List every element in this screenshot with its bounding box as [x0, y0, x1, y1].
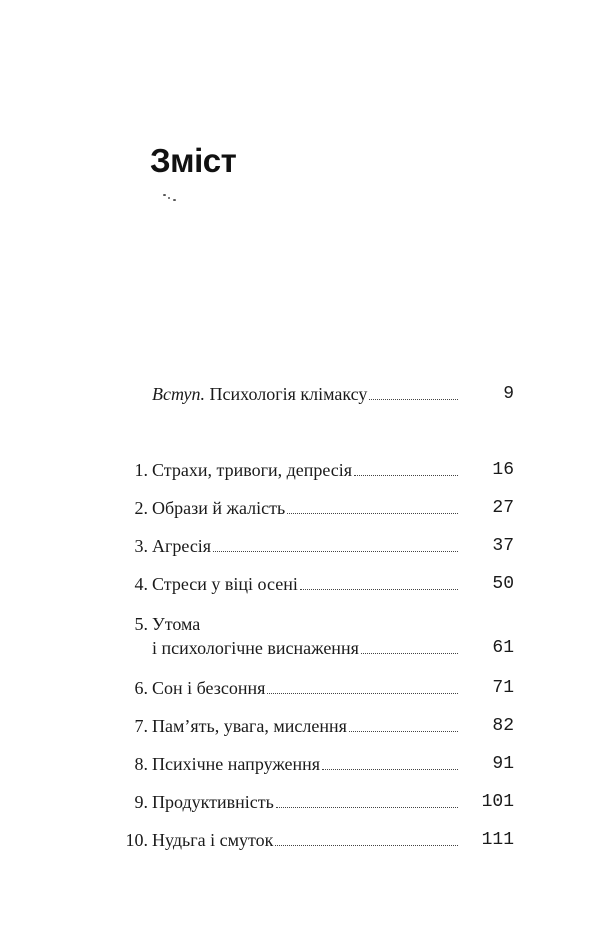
toc-entry-label: Стреси у віці осені — [152, 574, 298, 594]
toc-intro-title: Психологія клімаксу — [209, 384, 368, 404]
dot-leader — [354, 456, 458, 476]
toc-entry[interactable] — [0, 788, 600, 816]
toc-entry-label: Продуктивність — [152, 792, 274, 812]
toc-chapter-number: 4. — [134, 574, 148, 594]
toc-entry-label — [152, 380, 367, 408]
toc-chapter-number: 8. — [134, 754, 148, 774]
toc-chapter-number: 5. — [134, 614, 148, 634]
toc-chapter-number: 1. — [134, 460, 148, 480]
toc-entry-label: Агресія — [152, 536, 212, 556]
toc-entry-label: Нудьга і смуток — [152, 830, 274, 850]
toc-page-number: 91 — [492, 754, 514, 774]
toc-chapter-number: 7. — [134, 716, 148, 736]
toc-entry-label-line1: Утома — [152, 614, 201, 634]
toc-chapter-number: 3. — [134, 536, 148, 556]
toc-entry[interactable] — [0, 750, 600, 778]
toc-entry[interactable] — [0, 456, 600, 484]
toc-chapter-number: 10. — [125, 830, 148, 850]
toc-entry-label: Психічне напруження — [152, 754, 321, 774]
dot-leader — [349, 712, 458, 732]
toc-entry[interactable] — [0, 494, 600, 522]
dot-leader — [369, 380, 458, 400]
toc-chapter-number: 2. — [134, 498, 148, 518]
dot-leader — [287, 494, 458, 514]
toc-page-number: 27 — [492, 498, 514, 518]
toc-page-number: 61 — [492, 638, 514, 658]
toc-page-number: 50 — [492, 574, 514, 594]
toc-page-number: 16 — [492, 460, 514, 480]
toc-entry-label: Сон і безсоння — [152, 678, 266, 698]
toc-page-number: 101 — [481, 792, 514, 812]
toc-page-number: 37 — [492, 536, 514, 556]
toc-page-number: 9 — [503, 384, 514, 404]
dot-leader — [361, 634, 458, 654]
toc-page-number: 82 — [492, 716, 514, 736]
dot-leader — [213, 532, 458, 552]
dot-leader — [276, 788, 458, 808]
toc-page-number: 111 — [481, 830, 514, 850]
toc-intro-italic: Вступ. — [152, 384, 206, 404]
dot-leader — [300, 570, 458, 590]
dot-leader — [267, 674, 458, 694]
toc-page-number: 71 — [492, 678, 514, 698]
toc-entry-label: Образи й жалість — [152, 498, 286, 518]
toc-entry-intro[interactable] — [0, 380, 600, 408]
toc-entry-label: і психологічне виснаження — [152, 638, 359, 658]
toc-entry[interactable] — [0, 674, 600, 702]
toc-entry[interactable] — [0, 712, 600, 740]
dot-leader — [322, 750, 458, 770]
toc-chapter-number: 6. — [134, 678, 148, 698]
toc-entry-label: Пам’ять, увага, мислення — [152, 716, 347, 736]
page-title: Зміст — [150, 142, 237, 179]
toc-chapter-number: 9. — [134, 792, 148, 812]
toc-entry[interactable] — [0, 826, 600, 854]
print-speck — [163, 194, 166, 196]
dot-leader — [275, 826, 458, 846]
toc-entry-label: Страхи, тривоги, депресія — [152, 460, 353, 480]
print-speck — [168, 197, 170, 199]
print-speck — [173, 199, 176, 201]
toc-entry[interactable] — [0, 532, 600, 560]
toc-entry[interactable] — [0, 610, 600, 672]
toc-entry[interactable] — [0, 570, 600, 598]
